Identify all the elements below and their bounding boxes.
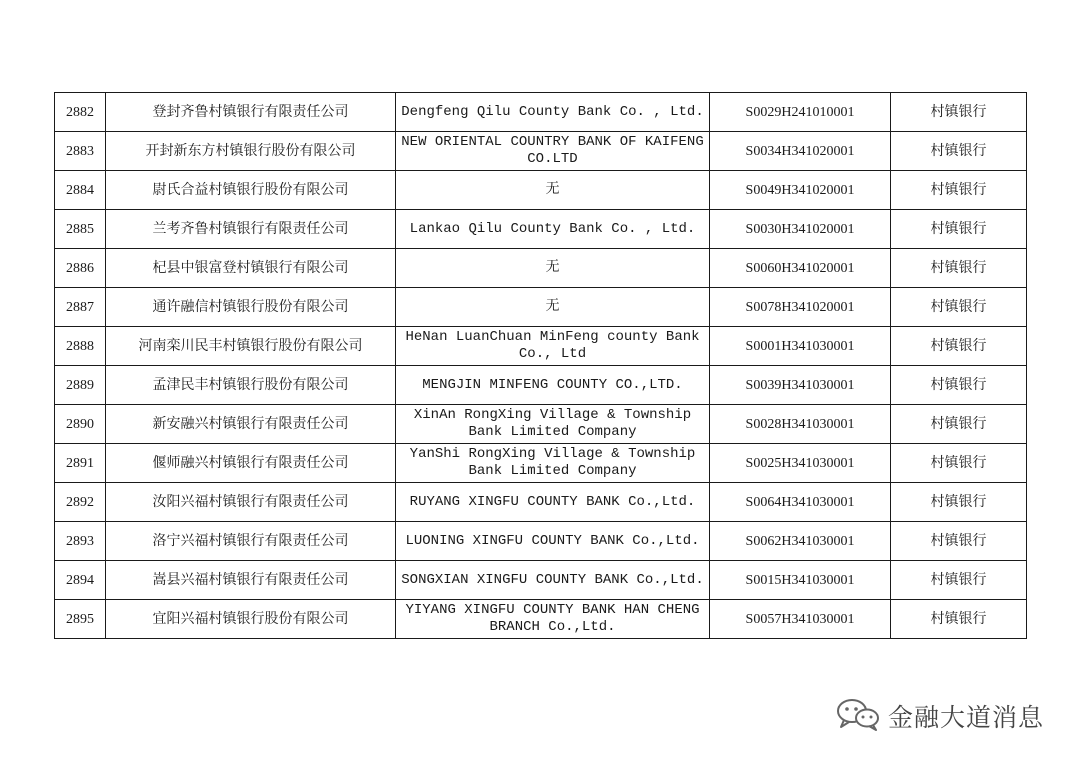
cell-institution-type: 村镇银行 xyxy=(891,483,1027,522)
cell-institution-code: S0028H341030001 xyxy=(710,405,891,444)
cell-institution-code: S0015H341030001 xyxy=(710,561,891,600)
cell-chinese-name: 登封齐鲁村镇银行有限责任公司 xyxy=(106,93,396,132)
cell-institution-type: 村镇银行 xyxy=(891,288,1027,327)
cell-english-name: 无 xyxy=(396,171,710,210)
cell-number: 2882 xyxy=(55,93,106,132)
cell-institution-code: S0001H341030001 xyxy=(710,327,891,366)
cell-institution-code: S0057H341030001 xyxy=(710,600,891,639)
table-row xyxy=(55,405,1027,444)
cell-english-name: RUYANG XINGFU COUNTY BANK Co.,Ltd. xyxy=(396,483,710,522)
cell-chinese-name: 洛宁兴福村镇银行有限责任公司 xyxy=(106,522,396,561)
cell-institution-code: S0062H341030001 xyxy=(710,522,891,561)
cell-chinese-name: 通许融信村镇银行股份有限公司 xyxy=(106,288,396,327)
table-row xyxy=(55,561,1027,600)
cell-institution-type: 村镇银行 xyxy=(891,132,1027,171)
cell-institution-code: S0034H341020001 xyxy=(710,132,891,171)
cell-number: 2887 xyxy=(55,288,106,327)
table-body xyxy=(55,93,1027,639)
cell-institution-code: S0025H341030001 xyxy=(710,444,891,483)
cell-number: 2883 xyxy=(55,132,106,171)
cell-institution-code: S0078H341020001 xyxy=(710,288,891,327)
cell-english-name: YanShi RongXing Village & Township Bank Limited Company xyxy=(396,444,710,483)
cell-chinese-name: 兰考齐鲁村镇银行有限责任公司 xyxy=(106,210,396,249)
cell-institution-code: S0039H341030001 xyxy=(710,366,891,405)
cell-english-name: LUONING XINGFU COUNTY BANK Co.,Ltd. xyxy=(396,522,710,561)
cell-chinese-name: 汝阳兴福村镇银行有限责任公司 xyxy=(106,483,396,522)
cell-number: 2885 xyxy=(55,210,106,249)
cell-chinese-name: 嵩县兴福村镇银行有限责任公司 xyxy=(106,561,396,600)
wechat-icon xyxy=(836,697,880,735)
cell-chinese-name: 杞县中银富登村镇银行有限公司 xyxy=(106,249,396,288)
cell-institution-code: S0064H341030001 xyxy=(710,483,891,522)
table-row xyxy=(55,288,1027,327)
table-row xyxy=(55,249,1027,288)
cell-institution-type: 村镇银行 xyxy=(891,561,1027,600)
cell-institution-code: S0060H341020001 xyxy=(710,249,891,288)
cell-institution-code: S0030H341020001 xyxy=(710,210,891,249)
cell-number: 2884 xyxy=(55,171,106,210)
cell-institution-type: 村镇银行 xyxy=(891,522,1027,561)
table-row xyxy=(55,444,1027,483)
cell-chinese-name: 偃师融兴村镇银行有限责任公司 xyxy=(106,444,396,483)
cell-number: 2893 xyxy=(55,522,106,561)
table-row xyxy=(55,93,1027,132)
cell-chinese-name: 孟津民丰村镇银行股份有限公司 xyxy=(106,366,396,405)
cell-institution-code: S0049H341020001 xyxy=(710,171,891,210)
table-row xyxy=(55,171,1027,210)
cell-institution-type: 村镇银行 xyxy=(891,600,1027,639)
cell-chinese-name: 尉氏合益村镇银行股份有限公司 xyxy=(106,171,396,210)
cell-chinese-name: 新安融兴村镇银行有限责任公司 xyxy=(106,405,396,444)
cell-institution-type: 村镇银行 xyxy=(891,249,1027,288)
cell-number: 2886 xyxy=(55,249,106,288)
table-row xyxy=(55,132,1027,171)
table-row xyxy=(55,210,1027,249)
cell-english-name: Dengfeng Qilu County Bank Co. , Ltd. xyxy=(396,93,710,132)
watermark xyxy=(836,696,1044,736)
cell-english-name: XinAn RongXing Village & Township Bank Limited Company xyxy=(396,405,710,444)
cell-chinese-name: 河南栾川民丰村镇银行股份有限公司 xyxy=(106,327,396,366)
cell-institution-type: 村镇银行 xyxy=(891,444,1027,483)
cell-institution-type: 村镇银行 xyxy=(891,366,1027,405)
cell-institution-type: 村镇银行 xyxy=(891,171,1027,210)
table-row xyxy=(55,483,1027,522)
cell-institution-code: S0029H241010001 xyxy=(710,93,891,132)
cell-chinese-name: 开封新东方村镇银行股份有限公司 xyxy=(106,132,396,171)
cell-english-name: YIYANG XINGFU COUNTY BANK HAN CHENG BRANCH Co.,Ltd. xyxy=(396,600,710,639)
cell-number: 2888 xyxy=(55,327,106,366)
cell-number: 2894 xyxy=(55,561,106,600)
cell-number: 2891 xyxy=(55,444,106,483)
table-row xyxy=(55,522,1027,561)
cell-number: 2892 xyxy=(55,483,106,522)
cell-number: 2890 xyxy=(55,405,106,444)
cell-institution-type: 村镇银行 xyxy=(891,405,1027,444)
cell-english-name: Lankao Qilu County Bank Co. , Ltd. xyxy=(396,210,710,249)
cell-institution-type: 村镇银行 xyxy=(891,93,1027,132)
cell-english-name: 无 xyxy=(396,249,710,288)
table-row xyxy=(55,600,1027,639)
cell-english-name: NEW ORIENTAL COUNTRY BANK OF KAIFENG CO.LTD xyxy=(396,132,710,171)
table-row xyxy=(55,327,1027,366)
cell-english-name: 无 xyxy=(396,288,710,327)
cell-english-name: SONGXIAN XINGFU COUNTY BANK Co.,Ltd. xyxy=(396,561,710,600)
bank-list-table xyxy=(54,92,1027,639)
cell-number: 2895 xyxy=(55,600,106,639)
cell-number: 2889 xyxy=(55,366,106,405)
document-page xyxy=(54,92,1026,639)
cell-english-name: MENGJIN MINFENG COUNTY CO.,LTD. xyxy=(396,366,710,405)
cell-english-name: HeNan LuanChuan MinFeng county Bank Co., Ltd xyxy=(396,327,710,366)
table-row xyxy=(55,366,1027,405)
cell-chinese-name: 宜阳兴福村镇银行股份有限公司 xyxy=(106,600,396,639)
watermark-text: 金融大道消息 xyxy=(887,703,1044,732)
cell-institution-type: 村镇银行 xyxy=(891,210,1027,249)
cell-institution-type: 村镇银行 xyxy=(891,327,1027,366)
